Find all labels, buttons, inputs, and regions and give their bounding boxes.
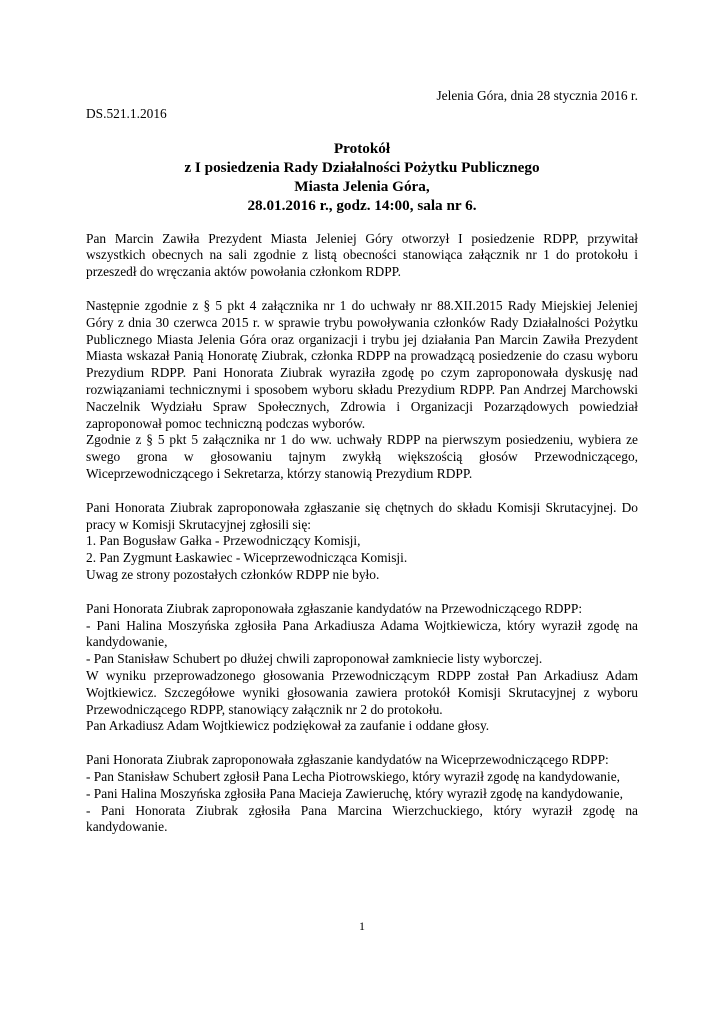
paragraph-commission: Pani Honorata Ziubrak zaproponowała zgłaszanie się chętnych do składu Komisji Skrutacyjnej. Do pracy w Komisji Skrutacyjnej zgłosili się: [86, 499, 638, 532]
chair-vote-result: W wyniku przeprowadzonego głosowania Przewodniczącym RDPP został Pan Arkadiusz Adam Wojtkiewicz. Szczegółowe wyniki głosowania zawiera protokół Komisji Skrutacyjnej z wyboru Przewodniczącego RDPP, stanowiący załącznik nr 2 do protokołu. [86, 667, 638, 717]
page-number: 1 [359, 919, 365, 933]
vice-chair-candidate-3: - Pani Honorata Ziubrak zgłosiła Pana Marcina Wierzchuckiego, który wyraził zgodę na kandydowanie. [86, 802, 638, 835]
title-line-1: Protokół [333, 139, 391, 157]
paragraph-procedure: Następnie zgodnie z § 5 pkt 4 załącznika nr 1 do uchwały nr 88.XII.2015 Rady Miejskiej Jeleniej Góry z dnia 30 czerwca 2015 r. w sprawie trybu powoływania członków Rady Działalności Pożytku Publicznego Miasta Jelenia Góra oraz organizacji i trybu jej działania Pan Marcin Zawiła Prezydent Miasta wskazał Panią Honoratę Ziubrak, członka RDPP na prowadzącą posiedzenie do czasu wyboru Prezydium RDPP. Pani Honorata Ziubrak wyraziła zgodę po czym zaproponowała dyskusję nad rozwiązaniami technicznymi i sposobem wyboru składu Prezydium RDPP. Pan Andrzej Marchowski Naczelnik Wydziału Spraw Społecznych, Zdrowia i Organizacji Pozarządowych powiedział zaproponował pomoc techniczną podczas wyborów. [86, 297, 638, 431]
title-line-4: 28.01.2016 r., godz. 14:00, sala nr 6. [247, 196, 477, 214]
title-line-2: z I posiedzenia Rady Działalności Pożytku Publicznego [184, 158, 540, 176]
title-line-3: Miasta Jelenia Góra, [294, 177, 430, 195]
chair-thanks: Pan Arkadiusz Adam Wojtkiewicz podziękował za zaufanie i oddane głosy. [86, 718, 490, 734]
commission-member-2: 2. Pan Zygmunt Łaskawiec - Wiceprzewodnicząca Komisji. [86, 550, 408, 566]
paragraph-opening: Pan Marcin Zawiła Prezydent Miasta Jeleniej Góry otworzył I posiedzenie RDPP, przywitał wszystkich obecnych na sali zgodnie z listą obecności stanowiąca załącznik nr 1 do protokołu i przeszedł do wręczania aktów powołania członkom RDPP. [86, 230, 638, 280]
commission-remarks: Uwag ze strony pozostałych członków RDPP nie było. [86, 566, 380, 582]
reference-number: DS.521.1.2016 [86, 105, 167, 121]
chair-candidates-intro: Pani Honorata Ziubrak zaproponowała zgłaszanie kandydatów na Przewodniczącego RDPP: [86, 600, 583, 616]
document-page [86, 88, 638, 836]
paragraph-presidium-rules: Zgodnie z § 5 pkt 5 załącznika nr 1 do ww. uchwały RDPP na pierwszym posiedzeniu, wybiera ze swego grona w głosowaniu tajnym zwykłą większością głosów Przewodniczącego, Wiceprzewodniczącego i Sekretarza, którzy stanowią Prezydium RDPP. [86, 432, 638, 481]
vice-chair-candidate-2: - Pani Halina Moszyńska zgłosiła Pana Macieja Zawieruchę, który wyraził zgodę na kandydowanie, [86, 785, 623, 801]
place-date: Jelenia Góra, dnia 28 stycznia 2016 r. [436, 88, 638, 103]
commission-member-1: 1. Pan Bogusław Gałka - Przewodniczący Komisji, [86, 533, 361, 549]
document-title [86, 139, 638, 215]
chair-candidate-1: - Pani Halina Moszyńska zgłosiła Pana Arkadiusza Adama Wojtkiewicza, który wyraził zgodę na kandydowanie, [86, 617, 638, 650]
chair-list-closed: - Pan Stanisław Schubert po dłużej chwili zaproponował zamkniecie listy wyborczej. [86, 651, 543, 667]
vice-chair-candidate-1: - Pan Stanisław Schubert zgłosił Pana Lecha Piotrowskiego, który wyraził zgodę na kandydowanie, [86, 768, 621, 784]
vice-chair-candidates-intro: Pani Honorata Ziubrak zaproponowała zgłaszanie kandydatów na Wiceprzewodniczącego RDPP: [86, 752, 609, 768]
